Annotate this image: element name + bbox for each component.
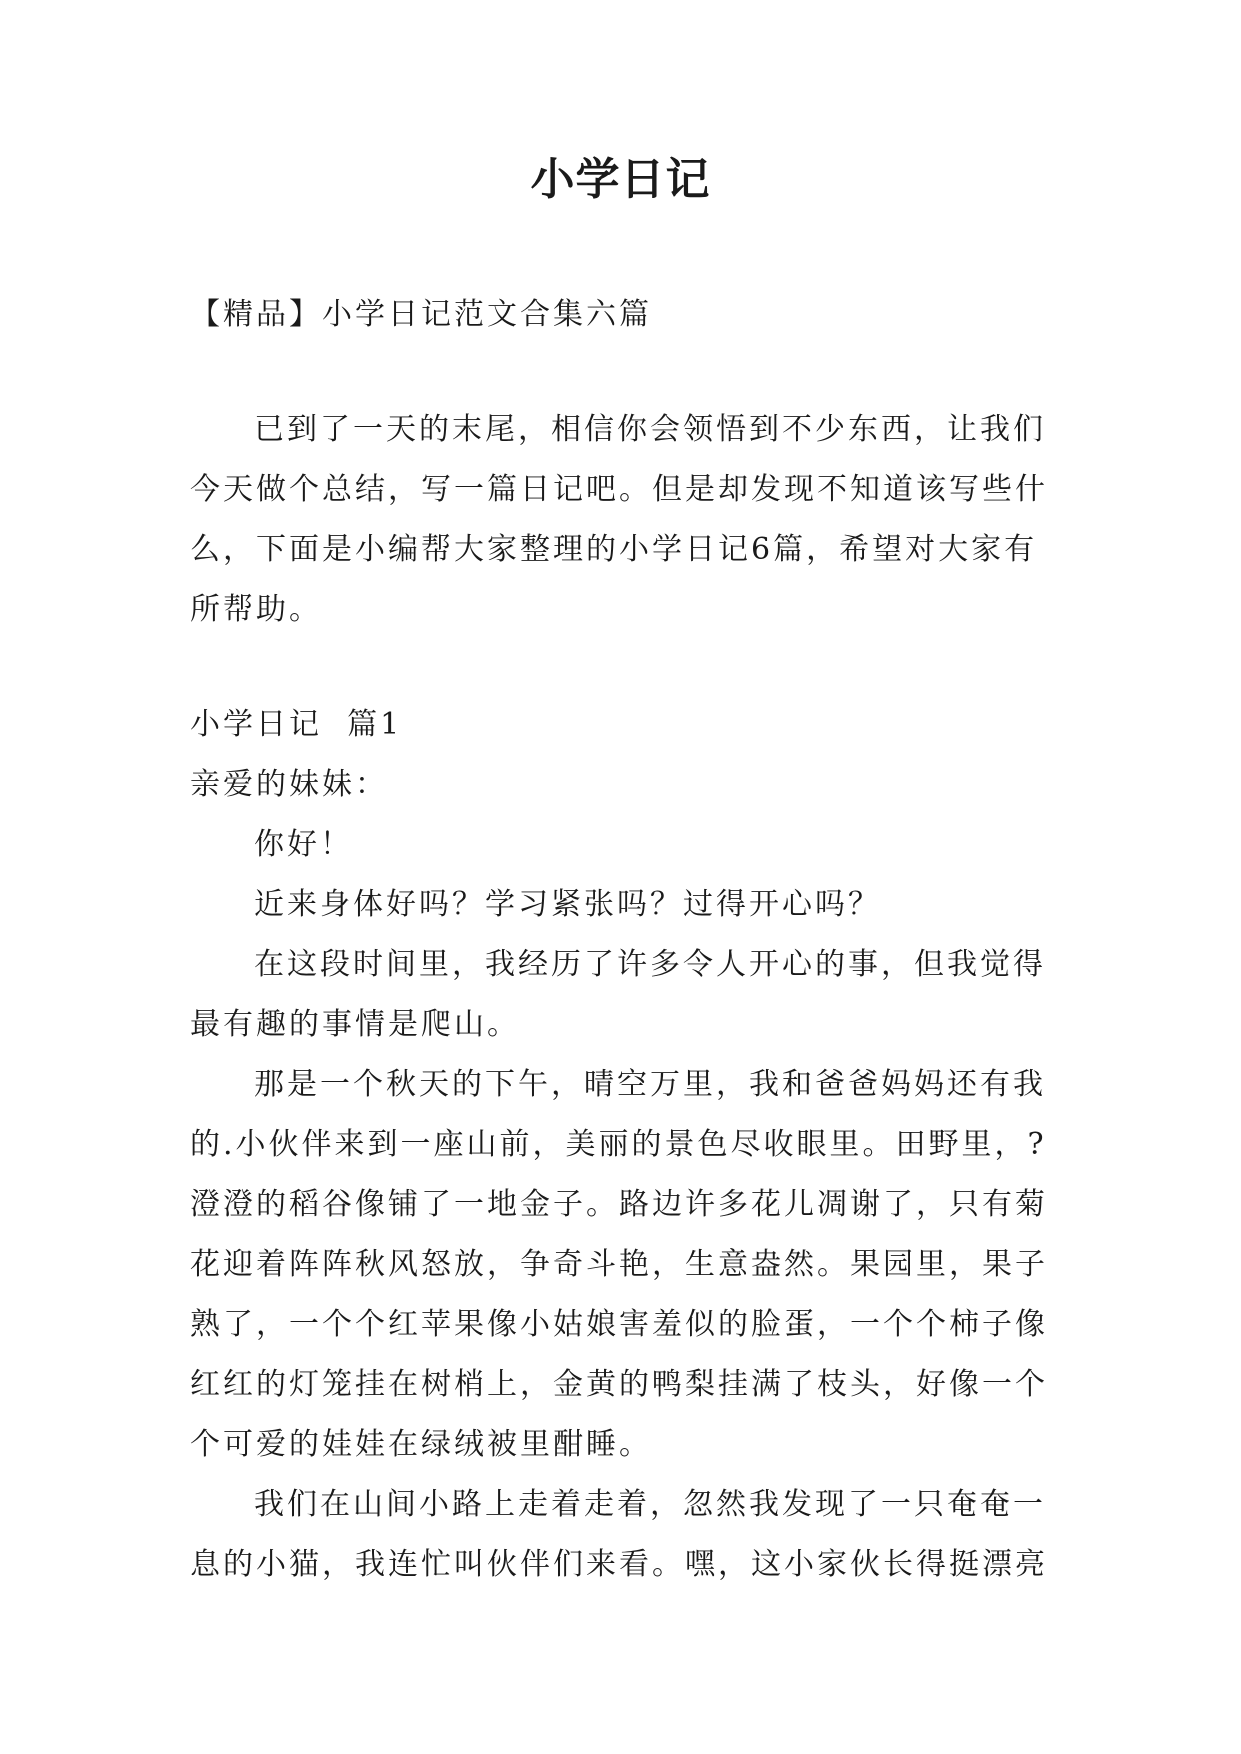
document-subtitle-block <box>190 285 1052 345</box>
intro-paragraph: 已到了一天的末尾，相信你会领悟到不少东西，让我们今天做个总结，写一篇日记吧。但是却发现不知道该写些什么，下面是小编帮大家整理的小学日记6篇，希望对大家有所帮助。 <box>190 412 1048 627</box>
body-paragraph: 那是一个秋天的下午，晴空万里，我和爸爸妈妈还有我的.小伙伴来到一座山前，美丽的景色尽收眼里。田野里，?澄澄的稻谷像铺了一地金子。路边许多花儿凋谢了，只有菊花迎着阵阵秋风怒放，争奇斗艳，生意盎然。果园里，果子熟了，一个个红苹果像小姑娘害羞似的脸蛋，一个个柿子像红红的灯笼挂在树梢上，金黄的鸭梨挂满了枝头，好像一个个可爱的娃娃在绿绒被里酣睡。 <box>190 1067 1048 1462</box>
section-heading: 小学日记 篇1 <box>190 707 403 742</box>
diary-entry <box>190 695 1052 1595</box>
document-title: 小学日记 <box>530 154 711 205</box>
intro-block <box>190 400 1052 640</box>
body-paragraph: 你好！ <box>254 827 353 862</box>
body-paragraph: 近来身体好吗？学习紧张吗？过得开心吗？ <box>254 887 881 922</box>
body-paragraph: 我们在山间小路上走着走着，忽然我发现了一只奄奄一息的小猫，我连忙叫伙伴们来看。嘿，这小家伙长得挺漂亮 <box>190 1487 1048 1582</box>
document-subtitle: 【精品】小学日记范文合集六篇 <box>190 297 652 332</box>
body-paragraph: 在这段时间里，我经历了许多令人开心的事，但我觉得最有趣的事情是爬山。 <box>190 947 1046 1042</box>
salutation: 亲爱的妹妹： <box>190 767 388 802</box>
